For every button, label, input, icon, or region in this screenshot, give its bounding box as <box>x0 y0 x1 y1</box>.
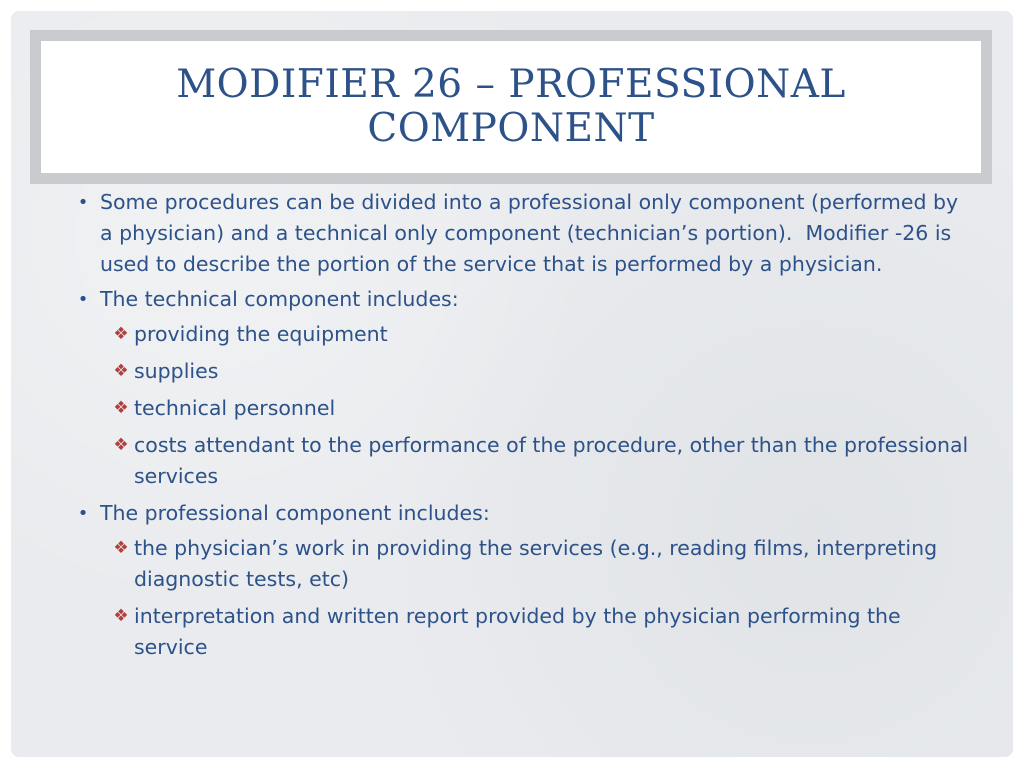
diamond-bullet-icon: ❖ <box>113 361 129 381</box>
sub-bullet-text: costs attendant to the performance of the procedure, other than the professional services <box>134 433 969 488</box>
sub-bullet-text: interpretation and written report provided by the physician performing the service <box>134 604 901 659</box>
sub-bullet-text: providing the equipment <box>134 322 388 346</box>
bullet-text: The technical component includes: <box>100 287 459 311</box>
bullet-text: Some procedures can be divided into a professional only component (performed by a physician) and a technical only component (technician’s portion). Modifier -26 is used to describe the portion of the service that is performed by a physician. <box>100 190 959 276</box>
slide-title-line-1: MODIFIER 26 – PROFESSIONAL <box>176 62 846 107</box>
sub-bullet-text: technical personnel <box>134 396 336 420</box>
diamond-bullet-icon: ❖ <box>113 606 129 626</box>
slide <box>11 11 1013 757</box>
title-frame <box>30 30 992 184</box>
sub-bullet-item <box>73 319 973 350</box>
sub-bullet-item <box>73 356 973 387</box>
bullet-text: The professional component includes: <box>100 501 490 525</box>
sub-bullet-item <box>73 430 973 492</box>
bullet-item <box>73 284 973 315</box>
bullet-dot-icon: • <box>77 192 89 213</box>
bullet-item <box>73 187 973 280</box>
diamond-bullet-icon: ❖ <box>113 324 129 344</box>
slide-title-line-2: COMPONENT <box>367 106 655 151</box>
title-box <box>41 41 981 173</box>
bullet-list <box>73 187 973 669</box>
sub-bullet-item <box>73 393 973 424</box>
sub-bullet-item <box>73 533 973 595</box>
bullet-item <box>73 498 973 529</box>
sub-bullet-text: the physician’s work in providing the services (e.g., reading films, interpreting diagnostic tests, etc) <box>134 536 938 591</box>
diamond-bullet-icon: ❖ <box>113 398 129 418</box>
sub-bullet-item <box>73 601 973 663</box>
bullet-dot-icon: • <box>77 503 89 524</box>
bullet-dot-icon: • <box>77 289 89 310</box>
diamond-bullet-icon: ❖ <box>113 538 129 558</box>
diamond-bullet-icon: ❖ <box>113 435 129 455</box>
sub-bullet-text: supplies <box>134 359 219 383</box>
